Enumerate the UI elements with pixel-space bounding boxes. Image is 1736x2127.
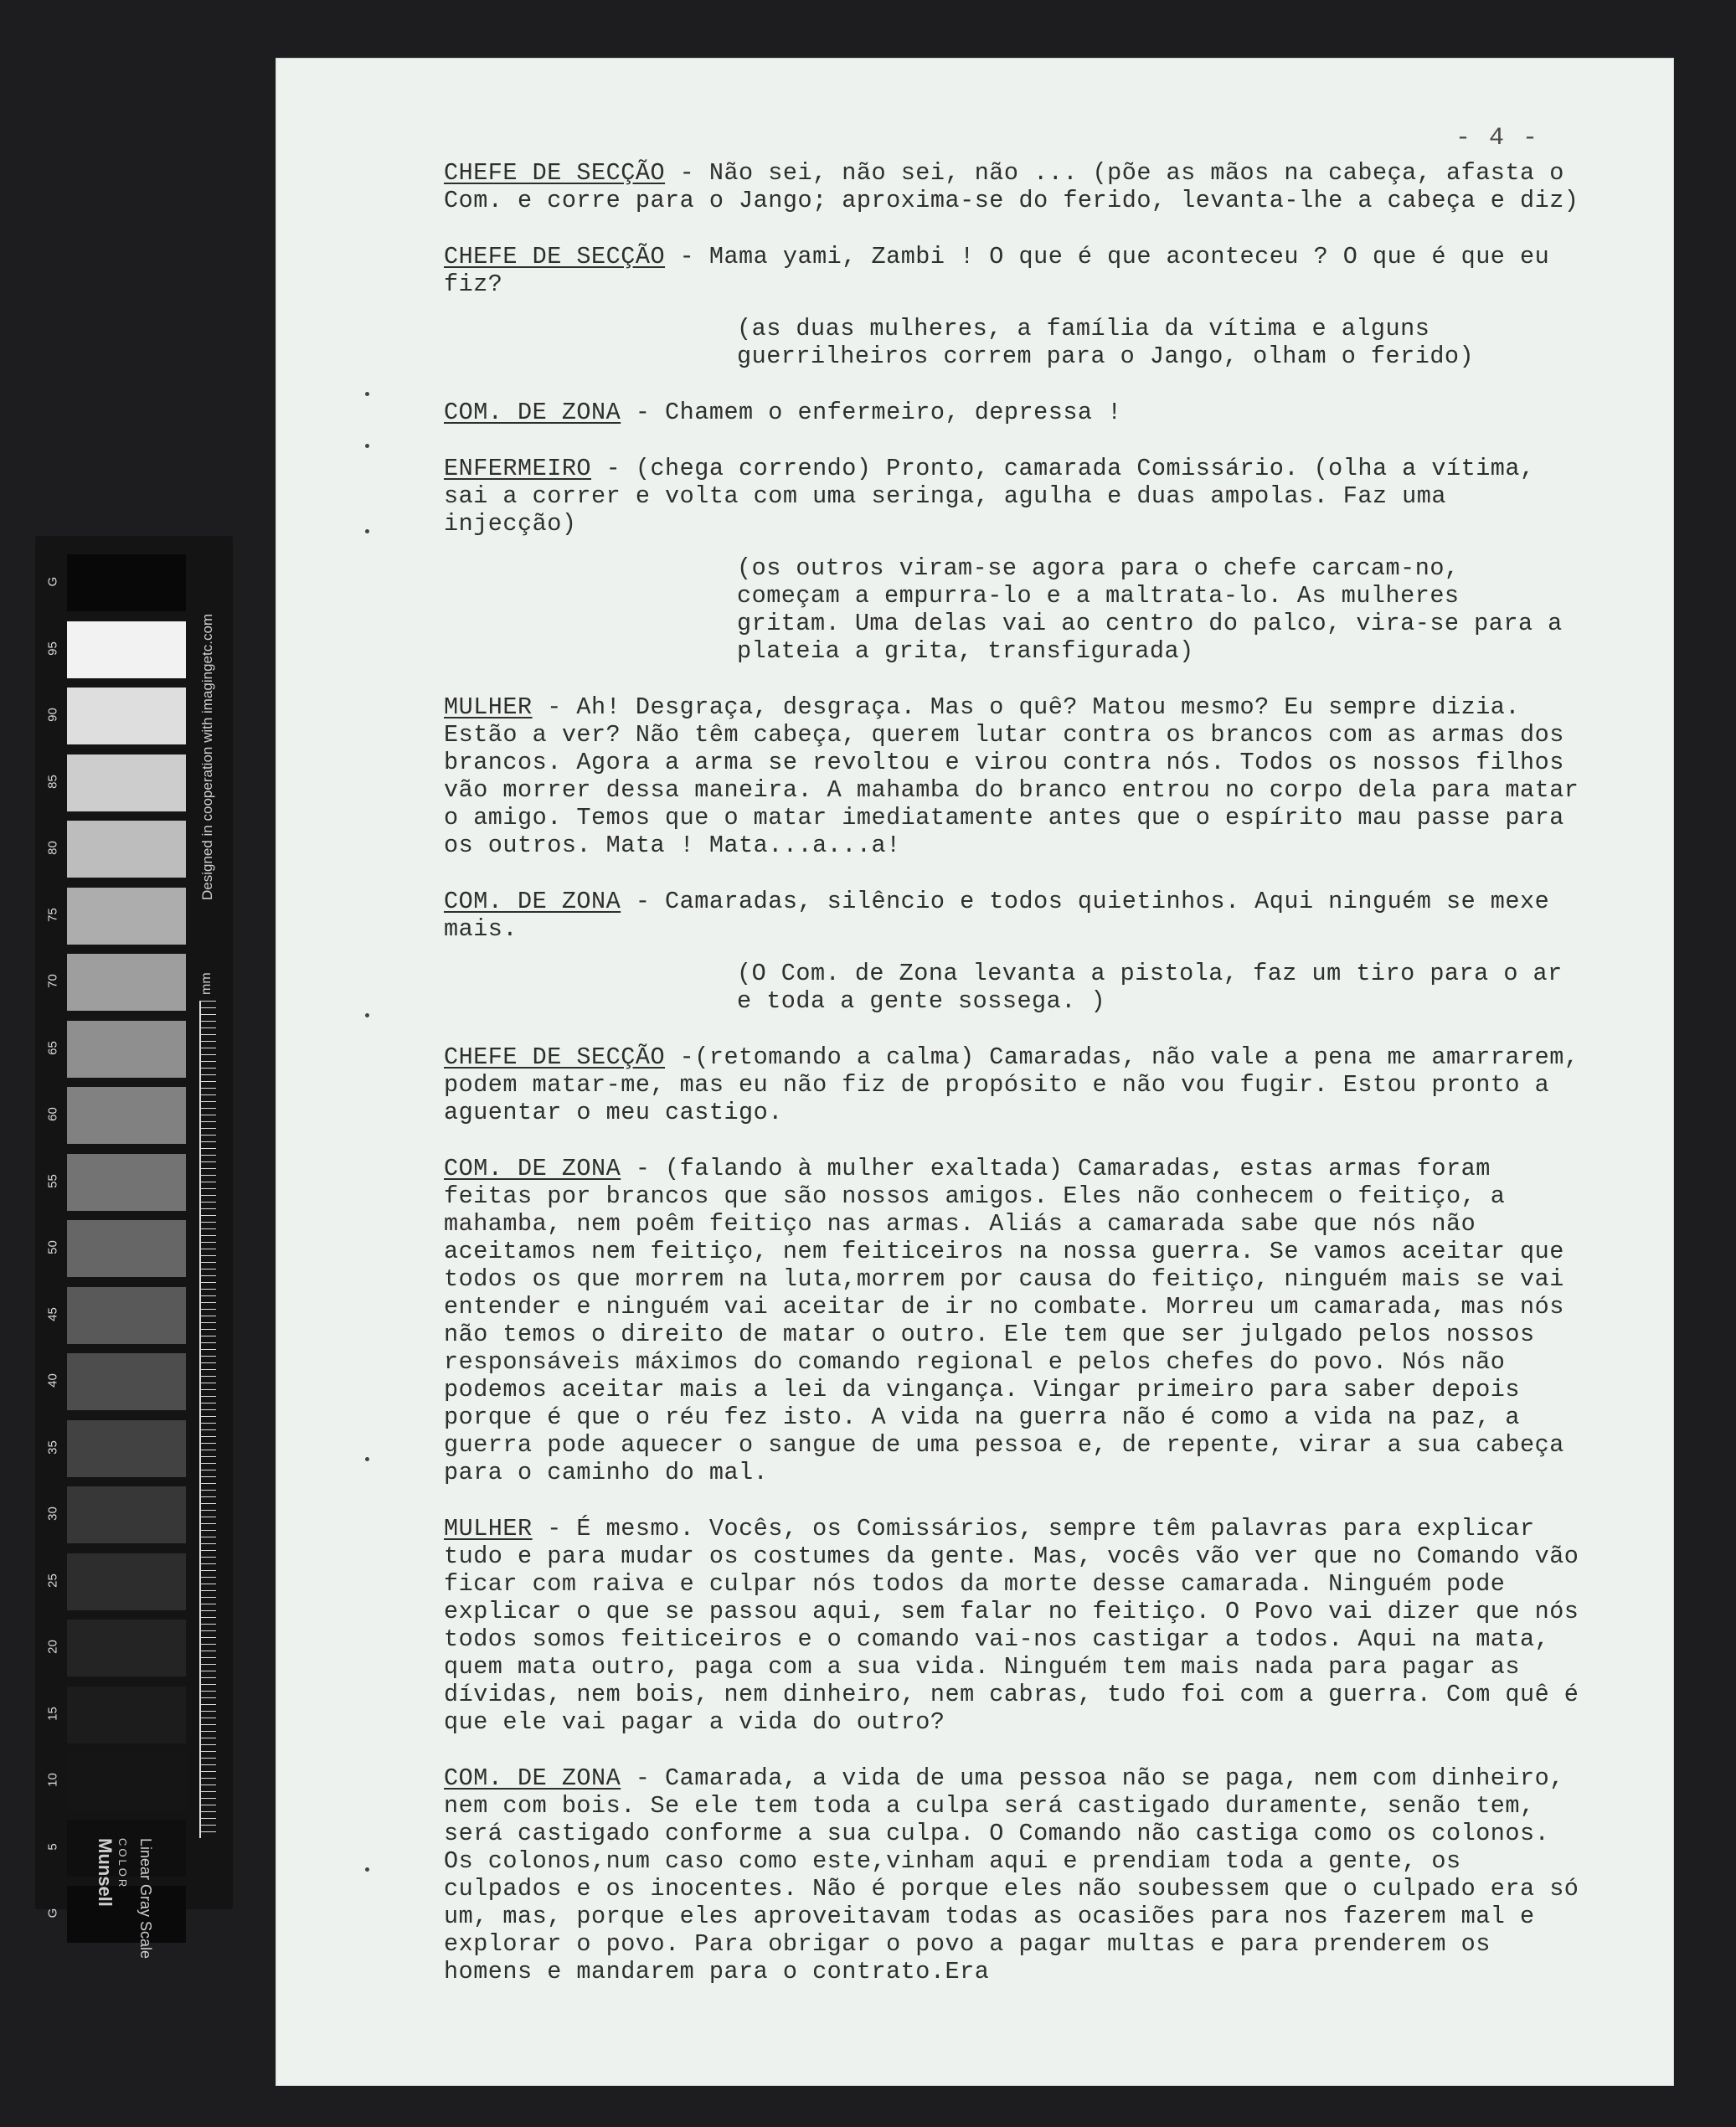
- punch-mark: [365, 1867, 369, 1872]
- gray-swatch: [67, 688, 186, 744]
- swatch-label: G: [45, 1908, 60, 1918]
- gray-swatch: [67, 1154, 186, 1211]
- dialogue-entry: [444, 455, 1583, 538]
- dialogue-entry: [444, 1155, 1583, 1486]
- punch-mark: [365, 1013, 369, 1017]
- punch-mark: [365, 529, 369, 533]
- speaker-name: COM. DE ZONA: [444, 1764, 621, 1792]
- swatch-label: 65: [45, 1040, 60, 1055]
- dialogue-entry: [444, 243, 1583, 298]
- swatch-label: 60: [45, 1107, 60, 1121]
- dialogue-text: - (chega correndo) Pronto, camarada Comissário. (olha a vítima, sai a correr e volta com uma seringa, agulha e duas ampolas. Faz uma injecção): [444, 455, 1535, 538]
- swatch-label: 90: [45, 708, 60, 722]
- gray-swatch: [67, 1220, 186, 1277]
- speaker-name: MULHER: [444, 1515, 533, 1542]
- scale-name: Linear Gray Scale: [137, 1838, 154, 1960]
- gray-swatch: [67, 1553, 186, 1610]
- brand-name: Munsell: [95, 1838, 116, 1907]
- gray-scale-card: [35, 536, 233, 1960]
- speaker-name: COM. DE ZONA: [444, 399, 621, 426]
- swatch-label: 80: [45, 841, 60, 855]
- speaker-name: COM. DE ZONA: [444, 1155, 621, 1182]
- stage-direction: (O Com. de Zona levanta a pistola, faz um tiro para o ar e toda a gente sossega. ): [737, 960, 1563, 1015]
- swatch-label: 75: [45, 907, 60, 922]
- stage-direction: (as duas mulheres, a família da vítima e alguns guerrilheiros correm para o Jango, olham o ferido): [737, 315, 1475, 370]
- dialogue-entry: [444, 159, 1583, 214]
- brand-sub: COLOR: [116, 1838, 129, 1890]
- gray-swatch: [67, 1886, 186, 1943]
- gray-swatch: [67, 1620, 186, 1676]
- gray-swatch: [67, 888, 186, 945]
- dialogue-entry: [444, 399, 1583, 426]
- dialogue-text: - (falando à mulher exaltada) Camaradas, estas armas foram feitas por brancos que são nossos amigos. Eles não conhecem o feitiço, a mahamba, nem poêm feitiço nas armas. Aliás a camarada sabe que nós não aceitamos nem feitiço, nem feiticeiros na nossa guerra. Se vamos aceitar que todos os que morrem na luta,morrem por causa do feitiço, ninguém mais se vai entender e ninguém vai aceitar de ir no combate. Morreu um camarada, mas nós não temos o direito de matar o outro. Ele tem que ser julgado pelos nossos responsáveis máximos do comando regional e pelos chefes do povo. Nós não podemos aceitar mais a lei da vingança. Vingar primeiro para saber depois porque é que o réu fez isto. A vida na guerra não é como a vida na paz, a guerra pode aquecer o sangue de uma pessoa e, de repente, virar a sua cabeça para o caminho do mal.: [444, 1155, 1564, 1486]
- speaker-name: ENFERMEIRO: [444, 455, 592, 482]
- swatch-label: 15: [45, 1706, 60, 1721]
- gray-swatch: [67, 954, 186, 1011]
- card-credit: Designed in cooperation with imagingetc.com: [199, 613, 215, 900]
- dialogue-entry: [444, 1515, 1583, 1736]
- gray-swatch: [67, 1687, 186, 1743]
- gray-swatch: [67, 1420, 186, 1477]
- dialogue-text: -(retomando a calma) Camaradas, não vale a pena me amarrarem, podem matar-me, mas eu não fiz de propósito e não vou fugir. Estou pronto a aguentar o meu castigo.: [444, 1043, 1579, 1126]
- dialogue-text: - É mesmo. Vocês, os Comissários, sempre têm palavras para explicar tudo e para mudar os costumes da gente. Mas, vocês vão ver que no Comando vão ficar com raiva e culpar nós todos da morte desse camarada. Ninguém pode explicar o que se passou aqui, sem falar no feitiço. O Povo vai dizer que nós todos somos feiticeiros e o comando vai-nos castigar a todos. Aqui na mata, quem mata outro, paga com a sua vida. Ninguém tem mais nada para pagar as dívidas, nem bois, nem dinheiro, nem cabras, tudo foi com a guerra. Com quê é que ele vai pagar a vida do outro?: [444, 1515, 1579, 1736]
- gray-swatch: [67, 1021, 186, 1078]
- gray-swatch: [67, 1353, 186, 1410]
- dialogue-entry: [444, 693, 1583, 859]
- swatch-label: 85: [45, 774, 60, 789]
- gray-swatch: [67, 1287, 186, 1344]
- dialogue-text: - Camaradas, silêncio e todos quietinhos. Aqui ninguém se mexe mais.: [444, 888, 1550, 943]
- gray-swatch: [67, 1486, 186, 1543]
- gray-swatch: [67, 1087, 186, 1144]
- punch-mark: [365, 444, 369, 448]
- dialogue-text: - Mama yami, Zambi ! O que é que aconteceu ? O que é que eu fiz?: [444, 243, 1550, 298]
- dialogue-entry: [444, 1043, 1583, 1126]
- speaker-name: COM. DE ZONA: [444, 888, 621, 915]
- swatch-label: 70: [45, 974, 60, 988]
- swatch-label: G: [45, 576, 60, 587]
- speaker-name: CHEFE DE SECÇÃO: [444, 243, 666, 270]
- swatch-label: 40: [45, 1373, 60, 1388]
- swatch-label: 5: [45, 1842, 60, 1851]
- swatch-label: 95: [45, 641, 60, 656]
- stage-direction: (os outros viram-se agora para o chefe carcam-no, começam a empurra-lo e a maltrata-lo. As mulheres gritam. Uma delas vai ao centro do palco, vira-se para a plateia a grita, transfigurada): [737, 554, 1563, 665]
- ruler-unit: mm: [199, 972, 214, 995]
- gray-swatch: [67, 821, 186, 878]
- swatch-label: 25: [45, 1573, 60, 1588]
- swatch-label: 30: [45, 1506, 60, 1521]
- swatch-label: 45: [45, 1306, 60, 1321]
- mm-ruler: [199, 1001, 216, 1838]
- punch-mark: [365, 1457, 369, 1461]
- swatch-label: 50: [45, 1240, 60, 1254]
- swatch-label: 10: [45, 1773, 60, 1787]
- dialogue-entry: [444, 1764, 1583, 1985]
- gray-swatch: [67, 554, 186, 611]
- swatch-label: 55: [45, 1173, 60, 1188]
- page-number: - 4 -: [1455, 124, 1539, 152]
- speaker-name: CHEFE DE SECÇÃO: [444, 159, 666, 187]
- gray-swatch: [67, 621, 186, 678]
- gray-swatch: [67, 754, 186, 811]
- document-page: [276, 59, 1673, 2085]
- swatch-label: 20: [45, 1640, 60, 1654]
- swatch-label: 35: [45, 1439, 60, 1455]
- dialogue-text: - Não sei, não sei, não ... (põe as mãos na cabeça, afasta o Com. e corre para o Jango; aproxima-se do ferido, levanta-lhe a cabeça e diz): [444, 159, 1579, 214]
- script-body: [444, 159, 1583, 2014]
- speaker-name: CHEFE DE SECÇÃO: [444, 1043, 666, 1071]
- dialogue-text: - Ah! Desgraça, desgraça. Mas o quê? Matou mesmo? Eu sempre dizia. Estão a ver? Não têm cabeça, querem lutar contra os brancos com as armas dos brancos. Agora a arma se revoltou e virou contra nós. Todos os nossos filhos vão morrer dessa maneira. A mahamba do branco entrou no corpo dela para matar o amigo. Temos que o matar imediatamente antes que o espírito mau passe para os outros. Mata ! Mata...a...a!: [444, 693, 1579, 859]
- speaker-name: MULHER: [444, 693, 533, 721]
- punch-mark: [365, 392, 369, 396]
- gray-swatch: [67, 1753, 186, 1810]
- dialogue-text: - Camarada, a vida de uma pessoa não se paga, nem com dinheiro, nem com bois. Se ele tem toda a culpa será castigado duramente, senão tem, será castigado conforme a sua culpa. O Comando não castiga como os colonos. Os colonos,num caso como este,vinham aqui e prendiam toda a gente, os culpados e os inocentes. Não é porque eles não soubessem que o culpado era só um, mas, porque eles aproveitavam todas as ocasiões para nos fazerem mal e explorar o povo. Para obrigar o povo a pagar multas e para prenderem os homens e mandarem para o contrato.Era: [444, 1764, 1579, 1985]
- dialogue-text: - Chamem o enfermeiro, depressa !: [621, 399, 1122, 426]
- dialogue-entry: [444, 888, 1583, 943]
